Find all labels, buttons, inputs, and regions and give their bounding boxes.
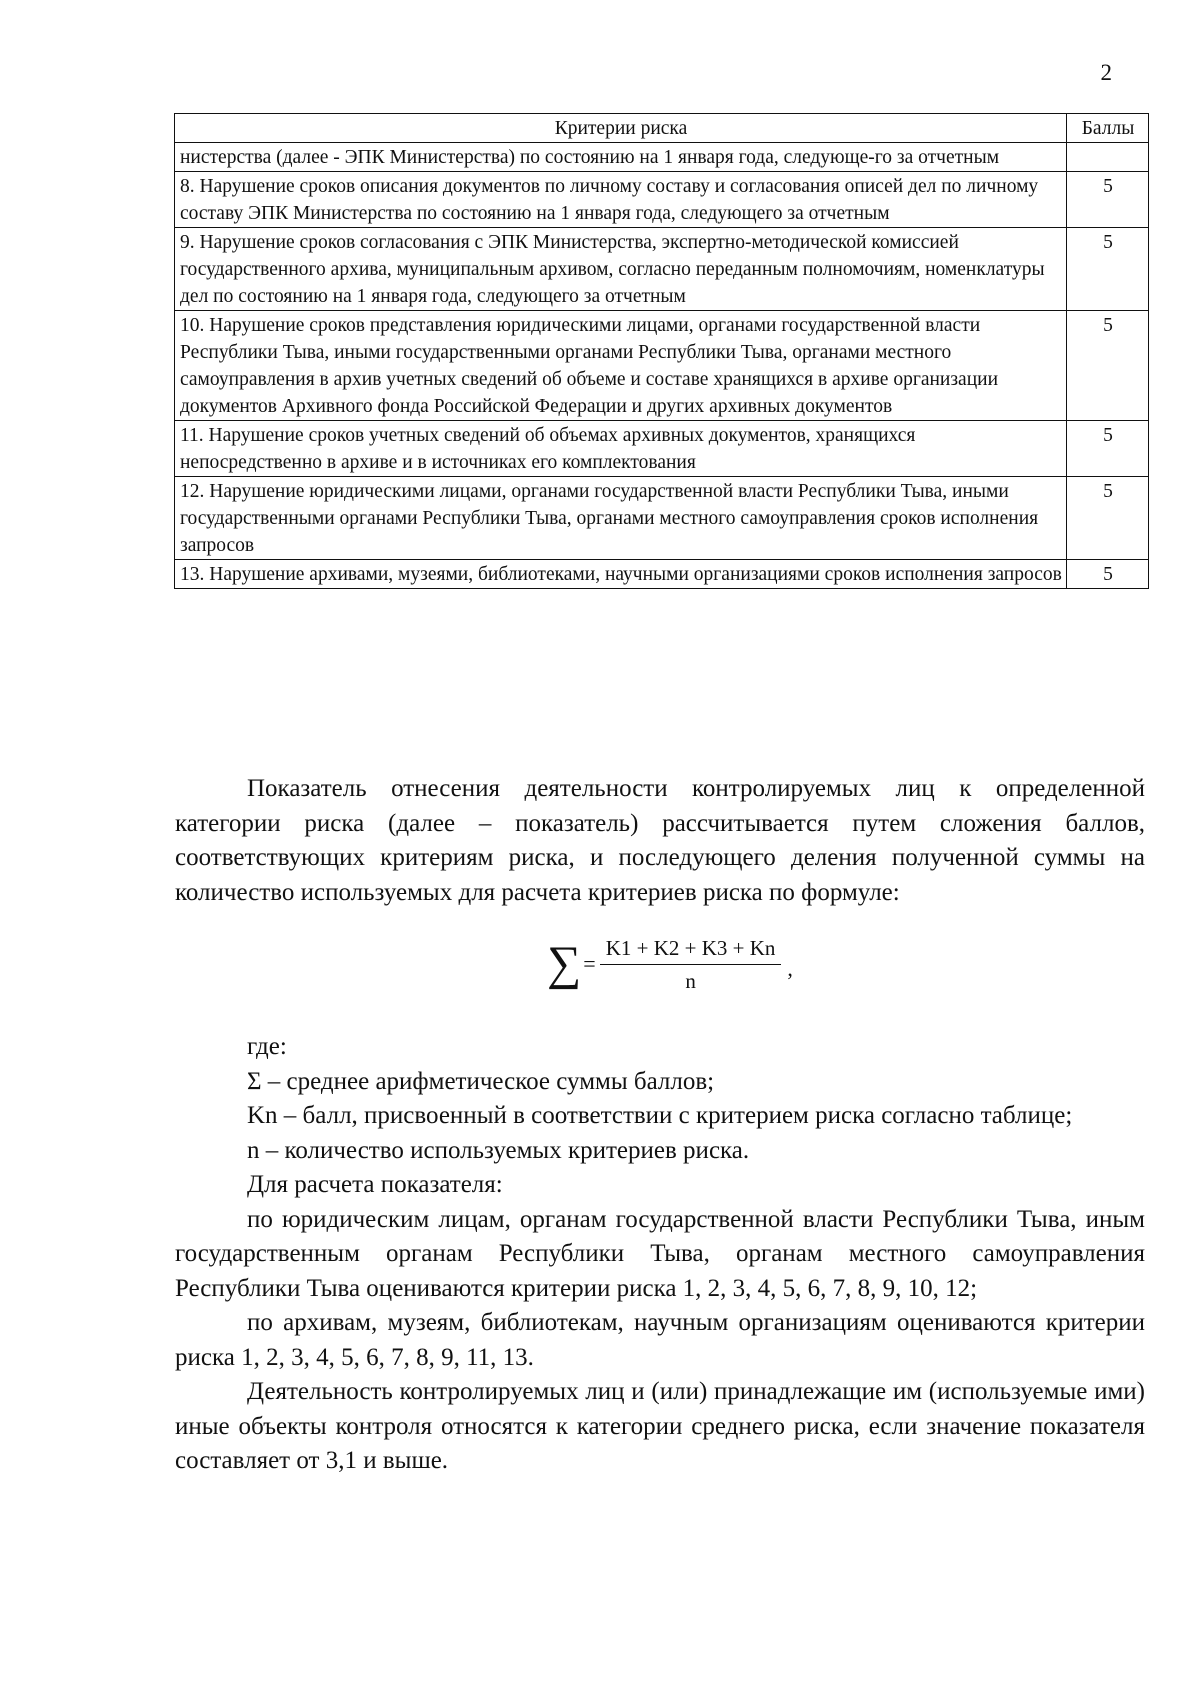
kn-definition: Kn – балл, присвоенный в соответствии с критерием риска согласно таблице; [247,1102,1073,1129]
score-cell: 5 [1067,560,1149,589]
criteria-cell: 8. Нарушение сроков описания документов по личному составу и согласования описей дел по личному составу ЭПК Министерства по состоянию на 1 января года, следующего за отчетным [175,172,1067,228]
criteria-cell: нистерства (далее - ЭПК Министерства) по состоянию на 1 января года, следующе-го за отчетным [175,143,1067,172]
criteria-cell: 10. Нарушение сроков представления юридическими лицами, органами государственной власти Республики Тыва, иными государственными органами Республики Тыва, органами местного самоуправления в архив учетных сведений об объеме и составе хранящихся в архиве организации документов Архивного фонда Российской Федерации и других архивных документов [175,311,1067,421]
score-cell: 5 [1067,311,1149,421]
table-row [175,477,1149,560]
calc-intro: Для расчета показателя: [247,1171,503,1198]
formula-fraction [600,934,782,995]
criteria-header: Критерии риска [175,114,1067,143]
table-row [175,172,1149,228]
criteria-cell: 9. Нарушение сроков согласования с ЭПК Министерства, экспертно-методической комиссией государственного архива, муниципальным архивом, согласно переданным полномочиям, номенклатуры дел по состоянию на 1 января года, следующего за отчетным [175,228,1067,311]
equals-sign: = [583,950,596,976]
score-cell [1067,143,1149,172]
intro-paragraph: Показатель отнесения деятельности контролируемых лиц к определенной категории риска (далее – показатель) рассчитывается путем сложения баллов, соответствующих критериям риска, и последующего деления полученной суммы на количество используемых для расчета критериев риска по формуле: [175,775,1145,906]
score-cell: 5 [1067,421,1149,477]
table-row [175,560,1149,589]
page-number: 2 [1100,60,1112,85]
n-definition: n – количество используемых критериев риска. [247,1136,750,1164]
table-row [175,228,1149,311]
formula-denominator: n [685,968,696,993]
score-header: Баллы [1067,114,1149,143]
formula-comma: , [787,955,793,981]
sigma-symbol: ∑ [547,937,582,990]
criteria-table [174,113,1149,589]
formula-numerator: K1 + K2 + K3 + Kn [600,934,782,965]
table-row [175,421,1149,477]
body-text [175,772,1145,1479]
conclusion-paragraph: Деятельность контролируемых лиц и (или) принадлежащие им (используемые ими) иные объекты контроля относятся к категории среднего риска, если значение показателя составляет от 3,1 и выше. [175,1378,1145,1474]
table-row [175,143,1149,172]
score-cell: 5 [1067,228,1149,311]
table-header-row [175,114,1149,143]
score-cell: 5 [1067,477,1149,560]
score-cell: 5 [1067,172,1149,228]
risk-formula [195,918,1145,1010]
sigma-definition: Σ – среднее арифметическое суммы баллов; [247,1067,715,1095]
criteria-cell: 11. Нарушение сроков учетных сведений об объемах архивных документов, хранящихся непосредственно в архиве и в источниках его комплектования [175,421,1067,477]
archives-criteria: по архивам, музеям, библиотекам, научным организациям оцениваются критерии риска 1, 2, 3, 4, 5, 6, 7, 8, 9, 11, 13. [175,1309,1145,1371]
table-row [175,311,1149,421]
criteria-cell: 13. Нарушение архивами, музеями, библиотеками, научными организациями сроков исполнения запросов [175,560,1067,589]
where-label: где: [247,1033,287,1060]
legal-entities-criteria: по юридическим лицам, органам государственной власти Республики Тыва, иным государственным органам Республики Тыва, органам местного самоуправления Республики Тыва оцениваются критерии риска 1, 2, 3, 4, 5, 6, 7, 8, 9, 10, 12; [175,1205,1145,1302]
criteria-cell: 12. Нарушение юридическими лицами, органами государственной власти Республики Тыва, иными государственными органами Республики Тыва, органами местного самоуправления сроков исполнения запросов [175,477,1067,560]
